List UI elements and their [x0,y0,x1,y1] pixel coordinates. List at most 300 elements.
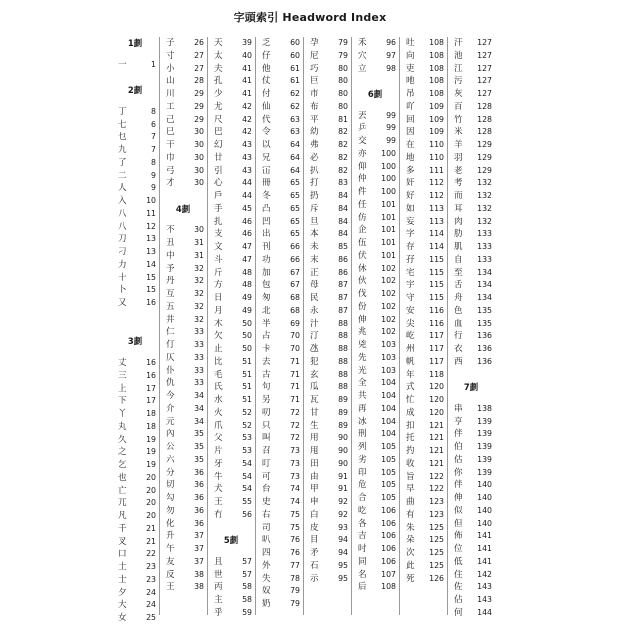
headword-character: 刀 [118,234,127,245]
index-entry [304,432,348,444]
headword-character: 井 [166,314,175,325]
index-entry [208,279,252,291]
index-entry [256,50,300,62]
page-number: 73 [290,446,300,455]
index-entry [400,126,444,138]
index-entry [208,445,252,457]
page-number: 40 [242,50,252,60]
page-number: 25 [146,613,156,623]
index-entry [400,305,444,317]
index-entry [304,254,348,266]
headword-character: 似 [454,505,463,516]
page-number: 139 [477,454,492,464]
headword-character: 伴 [454,480,463,491]
page-number: 21 [146,536,156,546]
headword-character: 夫 [214,63,223,74]
headword-character: 占 [262,331,271,342]
headword-character: 凡 [118,511,127,522]
page-number: 109 [429,127,444,137]
index-entry [352,518,396,530]
index-entry [304,37,348,49]
headword-character: 老 [454,165,463,176]
index-entry [256,560,300,572]
headword-character: 廿 [214,152,223,163]
page-number: 11 [146,208,156,218]
page-number: 116 [429,305,444,315]
headword-character: 朱 [406,522,415,533]
index-entry [160,492,204,504]
index-entry [448,37,492,49]
headword-character: 回 [406,114,415,125]
page-number: 102 [381,263,396,273]
page-number: 112 [429,178,444,188]
index-entry [448,50,492,62]
index-entry [160,390,204,402]
headword-character: 向 [406,50,415,61]
headword-character: 八 [118,221,127,232]
page-number: 37 [194,544,204,554]
page-number: 68 [290,305,300,315]
page-number: 51 [242,395,252,404]
index-entry [352,37,396,49]
index-entry [448,569,492,581]
index-entry [160,505,204,517]
page-number: 82 [338,165,348,175]
page-number: 20 [146,485,156,495]
headword-character: 伯 [454,442,463,453]
headword-character: 三 [118,370,127,381]
page-number: 13 [146,234,156,244]
headword-character: 吖 [406,101,415,112]
headword-character: 凹 [262,216,271,227]
page-number: 139 [477,467,492,477]
headword-character: 去 [262,356,271,367]
index-entry [112,144,156,156]
headword-character: 冬 [262,191,271,201]
index-entry [304,292,348,304]
headword-character: 日 [214,293,223,303]
page-number: 65 [290,229,300,239]
page-number: 133 [477,229,492,239]
page-number: 37 [194,556,204,566]
page-number: 82 [338,152,348,162]
index-entry [208,483,252,495]
index-entry [208,305,252,317]
headword-character: 卡 [262,344,271,354]
index-entry [304,318,348,330]
headword-character: 串 [454,403,463,414]
headword-character: 兀 [118,498,127,509]
page-number: 33 [194,352,204,362]
page-number: 32 [194,314,204,324]
page-number: 59 [242,607,252,617]
index-entry [112,157,156,169]
index-entry [304,522,348,534]
page-number: 123 [429,509,444,519]
headword-character: 扎 [214,216,223,227]
index-entry [256,267,300,279]
page-number: 66 [290,242,300,251]
page-number: 31 [194,250,204,260]
headword-character: 丫 [118,409,127,420]
page-number: 34 [194,391,204,401]
headword-character: 大 [118,600,127,611]
page-number: 75 [290,509,300,519]
headword-character: 孖 [406,254,415,265]
headword-character: 立 [358,63,367,74]
page-number: 49 [242,305,252,315]
index-entry [304,509,348,521]
page-number: 92 [338,509,348,519]
index-entry [256,547,300,559]
page-number: 37 [194,531,204,541]
headword-character: 幼 [310,127,319,138]
index-entry [448,454,492,466]
headword-character: 由 [310,471,319,482]
index-entry [208,318,252,330]
headword-character: 合 [358,493,367,504]
headword-character: 片 [214,446,223,456]
page-number: 91 [338,484,348,494]
page-number: 99 [386,123,396,133]
index-entry [448,403,492,415]
headword-character: 冚 [262,165,271,176]
headword-character: 百 [454,101,463,112]
index-entry [256,216,300,228]
index-entry [208,496,252,508]
index-entry [208,569,252,581]
headword-character: 爪 [214,420,223,431]
page-number: 122 [429,471,444,481]
page-number: 86 [338,254,348,264]
stroke-count-heading: 7劃 [463,382,479,393]
headword-character: 司 [262,522,271,533]
page-number: 7 [151,132,156,142]
headword-character: 尤 [214,101,223,112]
headword-character: 召 [262,446,271,456]
index-entry [112,272,156,284]
index-column [304,37,352,615]
headword-character: 上 [118,383,127,394]
index-entry [304,458,348,470]
page-number: 140 [477,493,492,503]
index-entry [304,534,348,546]
headword-character: 工 [166,101,175,112]
page-number: 32 [194,289,204,299]
headword-character: 升 [166,531,175,542]
page-number: 58 [242,582,252,592]
index-entry [304,216,348,228]
index-entry [400,534,444,546]
page-number: 72 [290,407,300,417]
page-number: 63 [290,127,300,137]
index-entry [112,612,156,624]
page-number: 62 [290,89,300,98]
index-entry [112,357,156,369]
index-entry [400,203,444,215]
headword-character: 尺 [214,114,223,125]
page-number: 16 [146,358,156,368]
headword-character: 污 [454,76,463,87]
page-number: 6 [151,119,156,129]
headword-character: 石 [310,560,319,571]
index-entry [208,75,252,87]
index-entry [208,607,252,619]
page-number: 30 [194,178,204,188]
headword-character: 成 [406,407,415,418]
index-entry [448,279,492,291]
page-number: 117 [429,331,444,341]
headword-character: 方 [214,280,223,291]
index-entry [256,471,300,483]
headword-character: 八 [118,208,127,219]
index-entry [256,241,300,253]
index-entry [208,581,252,593]
page-number: 126 [429,573,444,583]
headword-character: 巨 [310,76,319,87]
index-entry [448,428,492,440]
index-entry [256,394,300,406]
page-number: 50 [242,331,252,341]
page-number: 58 [242,595,252,605]
page-number: 127 [477,89,492,98]
page-number: 117 [429,344,444,353]
headword-character: 元 [166,416,175,427]
headword-character: 吋 [358,544,367,555]
headword-character: 刑 [358,429,367,440]
headword-character: 血 [454,318,463,329]
page-number: 127 [477,38,492,47]
headword-character: 吔 [406,76,415,87]
page-number: 129 [477,140,492,149]
index-entry [304,190,348,202]
index-entry [256,177,300,189]
index-entry [112,574,156,586]
index-entry [304,228,348,240]
page-number: 115 [429,293,444,302]
headword-character: 又 [118,298,127,309]
page-number: 54 [242,484,252,494]
page-number: 44 [242,191,252,200]
page-number: 15 [146,285,156,295]
headword-character: 反 [166,569,175,580]
headword-character: 氏 [214,382,223,393]
headword-character: 主 [214,595,223,606]
headword-character: 后 [358,582,367,593]
headword-character: 多 [406,165,415,176]
page-number: 87 [338,280,348,290]
page-number: 18 [146,409,156,419]
page-number: 110 [429,152,444,162]
index-entry [400,228,444,240]
headword-character: 包 [262,280,271,291]
index-entry [256,75,300,87]
headword-character: 田 [310,458,319,469]
index-entry [352,352,396,364]
headword-character: 叨 [262,407,271,418]
page-number: 33 [194,340,204,350]
index-entry [160,224,204,236]
index-entry [208,458,252,470]
index-entry [256,254,300,266]
page-number: 144 [477,607,492,617]
page-number: 29 [194,89,204,98]
index-entry [208,101,252,113]
index-entry [352,288,396,300]
index-entry [400,37,444,49]
index-entry [400,165,444,177]
page-number: 121 [429,458,444,468]
index-entry [208,254,252,266]
index-entry [208,556,252,568]
headword-character: 凸 [262,203,271,214]
page-number: 34 [194,403,204,413]
page-number: 51 [242,382,252,392]
index-entry [448,101,492,113]
headword-character: 毛 [214,369,223,380]
page-number: 113 [429,216,444,226]
page-number: 140 [477,518,492,528]
index-entry [304,369,348,381]
headword-character: 平 [310,114,319,125]
index-entry [208,394,252,406]
headword-character: 冇 [214,509,223,520]
page-number: 100 [381,161,396,171]
page-number: 136 [477,331,492,341]
page-number: 108 [429,38,444,47]
headword-character: 何 [454,607,463,618]
page-number: 9 [151,183,156,193]
index-entry [304,496,348,508]
headword-character: 禾 [358,38,367,48]
page-number: 78 [290,573,300,583]
index-entry [112,259,156,271]
index-entry [160,37,204,49]
page-number: 64 [290,152,300,162]
index-entry [112,395,156,407]
page-number: 89 [338,407,348,417]
page-number: 7 [151,145,156,155]
page-number: 65 [290,178,300,188]
headword-character: 午 [166,544,175,555]
headword-character: 在 [406,140,415,150]
page-number: 48 [242,280,252,290]
headword-character: 吏 [406,63,415,74]
headword-character: 弗 [310,140,319,150]
index-entry [448,241,492,253]
page-number: 30 [194,140,204,149]
page-number: 100 [381,174,396,184]
headword-character: 切 [166,480,175,491]
headword-character: 目 [310,535,319,546]
page-number: 35 [194,429,204,439]
headword-character: 考 [454,178,463,189]
headword-character: 佔 [454,595,463,606]
headword-character: 少 [214,89,223,99]
index-entry [352,135,396,147]
index-entry [112,182,156,194]
headword-character: 安 [406,305,415,316]
index-entry [448,292,492,304]
headword-character: 守 [406,293,415,303]
index-entry [208,114,252,126]
headword-character: 斗 [214,254,223,265]
headword-character: 伍 [358,238,367,249]
page-number: 93 [338,522,348,532]
index-entry [448,556,492,568]
index-entry [352,505,396,517]
headword-character: 矛 [310,548,319,558]
headword-character: 兄 [262,152,271,163]
headword-character: 正 [310,267,319,278]
index-entry [448,177,492,189]
headword-character: 甘 [310,407,319,418]
page-number: 125 [429,535,444,545]
page-number: 67 [290,267,300,277]
index-entry [160,556,204,568]
index-entry [400,152,444,164]
index-entry [112,131,156,143]
index-entry [208,139,252,151]
index-entry [304,356,348,368]
index-entry [304,267,348,279]
index-entry [448,216,492,228]
index-entry [352,173,396,185]
index-entry [352,50,396,62]
headword-character: 一 [118,59,127,70]
page-number: 54 [242,458,252,468]
page-number: 49 [242,293,252,302]
index-entry [448,543,492,555]
index-entry [112,208,156,220]
index-entry [400,330,444,342]
page-number: 128 [477,114,492,124]
index-entry [208,432,252,444]
index-entry [256,228,300,240]
headword-character: 出 [262,229,271,240]
headword-character: 六 [166,454,175,465]
index-entry [256,509,300,521]
index-column [208,37,256,618]
index-entry [160,275,204,287]
index-entry [448,518,492,530]
index-entry [112,284,156,296]
index-entry [256,63,300,75]
page-number: 50 [242,344,252,353]
index-entry [400,509,444,521]
headword-character: 佐 [454,582,463,593]
index-entry [256,37,300,49]
index-entry [256,126,300,138]
index-entry [112,561,156,573]
page-number: 51 [242,356,252,366]
page-number: 71 [290,356,300,366]
index-entry [160,263,204,275]
page-number: 38 [194,582,204,592]
index-entry [112,485,156,497]
page-number: 141 [477,531,492,541]
headword-character: 丹 [166,276,175,287]
headword-character: 早 [406,484,415,495]
headword-character: 州 [406,344,415,354]
headword-character: 口 [118,549,127,560]
headword-character: 了 [118,157,127,168]
page-number: 84 [338,191,348,200]
index-entry [352,224,396,236]
page-number: 103 [381,340,396,350]
headword-character: 估 [454,454,463,465]
page-number: 116 [429,318,444,328]
